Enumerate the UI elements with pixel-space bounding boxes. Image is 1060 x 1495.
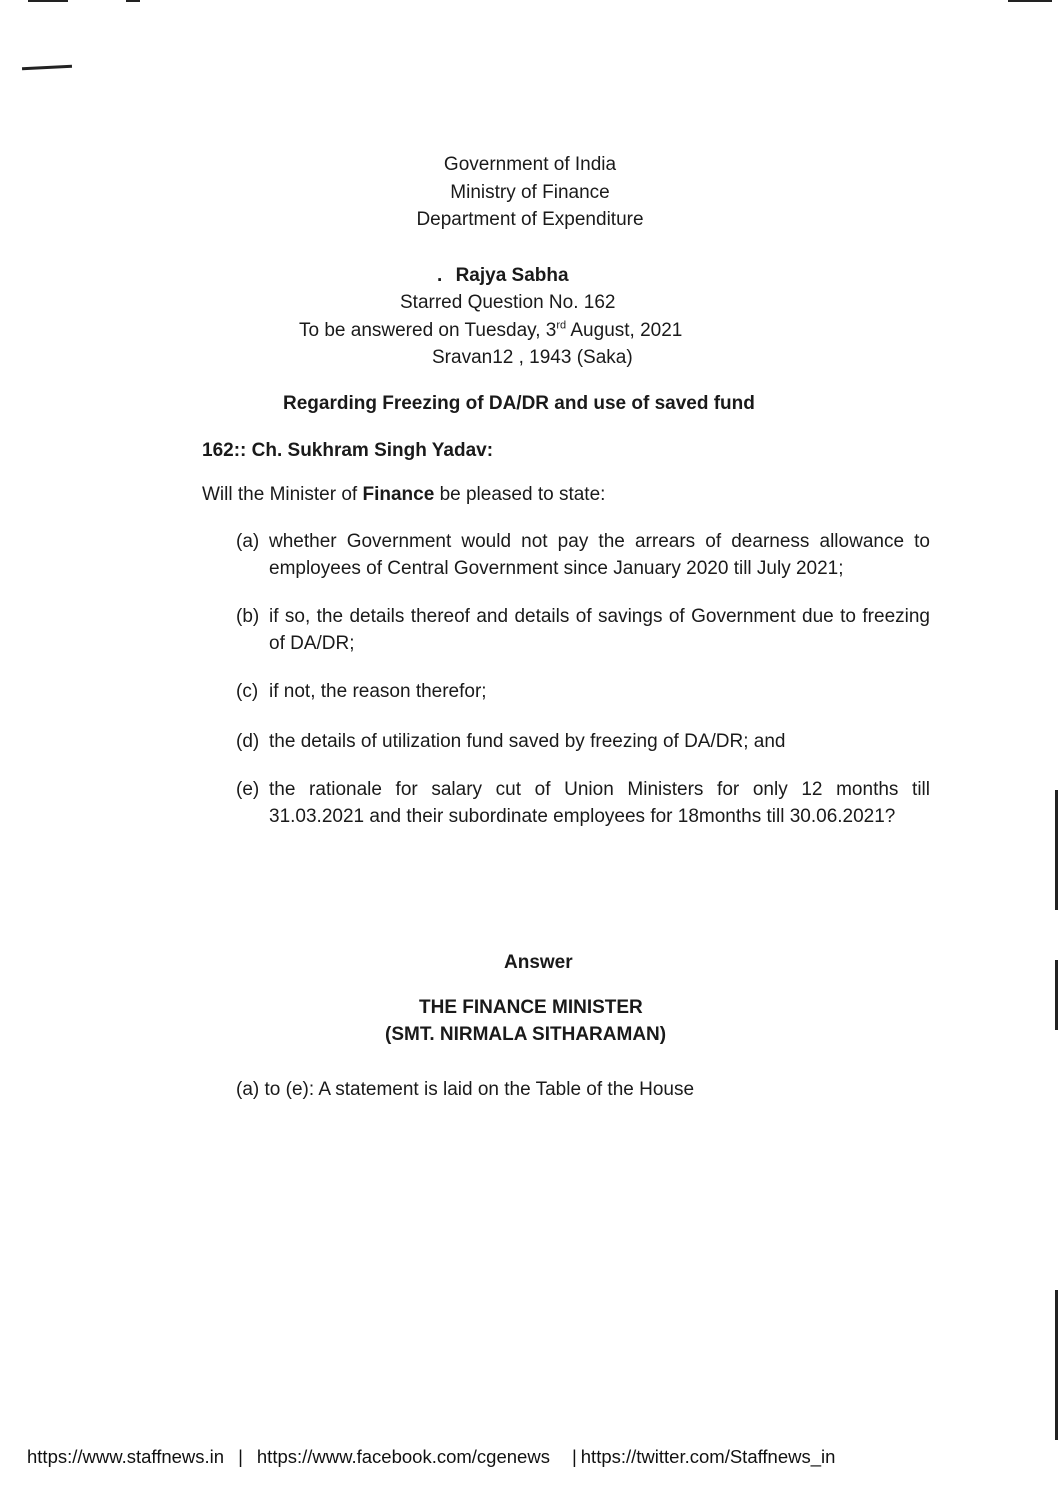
- question-marker: (b): [236, 606, 260, 627]
- intro-bold: Finance: [362, 484, 435, 505]
- footer-link-twitter[interactable]: https://twitter.com/Staffnews_in: [580, 1446, 836, 1467]
- question-marker: (e): [236, 779, 260, 800]
- answer-date-prefix: To be answered on Tuesday, 3: [299, 320, 557, 341]
- question-marker: (d): [236, 731, 260, 752]
- subject-heading: Regarding Freezing of DA/DR and use of saved fund: [283, 393, 755, 414]
- answer-date-sup: rd: [556, 319, 567, 332]
- question-item-c: [236, 678, 930, 705]
- answer-text: (a) to (e): A statement is laid on the Table of the House: [236, 1079, 695, 1100]
- intro-before: Will the Minister of: [202, 484, 363, 505]
- question-number: Starred Question No. 162: [400, 292, 616, 313]
- answer-date: [299, 317, 682, 344]
- question-item-d: [236, 728, 930, 755]
- minister-name: (SMT. NIRMALA SITHARAMAN): [385, 1024, 667, 1045]
- question-text: if not, the reason therefor;: [269, 681, 487, 702]
- footer-separator: |: [238, 1446, 243, 1467]
- intro-after: be pleased to state:: [434, 484, 606, 505]
- header-ministry: Ministry of Finance: [450, 181, 610, 203]
- question-marker: (c): [236, 681, 259, 702]
- questioner: 162:: Ch. Sukhram Singh Yadav:: [202, 440, 494, 461]
- minister-title: THE FINANCE MINISTER: [419, 997, 643, 1018]
- answer-heading: Answer: [504, 952, 573, 973]
- scan-mark-right-edge-1: [1055, 790, 1058, 910]
- question-marker: (a): [236, 531, 260, 552]
- question-text: the rationale for salary cut of Union Ministers for only 12 months till 31.03.2021 and their subordinate employees for 18months till 30.06.2021?: [269, 779, 930, 827]
- question-intro: [202, 481, 605, 508]
- saka-date: Sravan12 , 1943 (Saka): [432, 347, 633, 368]
- question-item-b: [236, 603, 930, 657]
- scan-mark-top-mid: [126, 0, 140, 2]
- house-name: Rajya Sabha: [455, 265, 569, 286]
- header-government: Government of India: [443, 154, 617, 175]
- scan-mark-top-right: [1008, 0, 1052, 2]
- scan-mark-corner: [22, 65, 72, 71]
- question-item-e: [236, 776, 930, 830]
- house-name-line: [437, 262, 569, 289]
- question-text: the details of utilization fund saved by freezing of DA/DR; and: [269, 731, 786, 752]
- header-block: [0, 151, 1060, 234]
- footer-link-facebook[interactable]: https://www.facebook.com/cgenews: [256, 1446, 550, 1467]
- scan-mark-top-left: [28, 0, 68, 2]
- footer-separator: |: [571, 1446, 577, 1467]
- answer-date-suffix: August, 2021: [566, 320, 683, 341]
- footer-link-staffnews[interactable]: https://www.staffnews.in: [27, 1446, 225, 1467]
- scan-mark-right-edge-2: [1055, 960, 1058, 1030]
- question-text: whether Government would not pay the arrears of dearness allowance to employees of Central Government since January 2020 till July 2021;: [269, 531, 930, 579]
- header-department: Department of Expenditure: [416, 209, 644, 230]
- house-prefix: .: [437, 265, 443, 286]
- scan-mark-right-edge-3: [1055, 1290, 1058, 1440]
- question-item-a: [236, 528, 930, 582]
- footer-links: [27, 1446, 835, 1468]
- question-text: if so, the details thereof and details of savings of Government due to freezing of DA/DR;: [269, 606, 930, 654]
